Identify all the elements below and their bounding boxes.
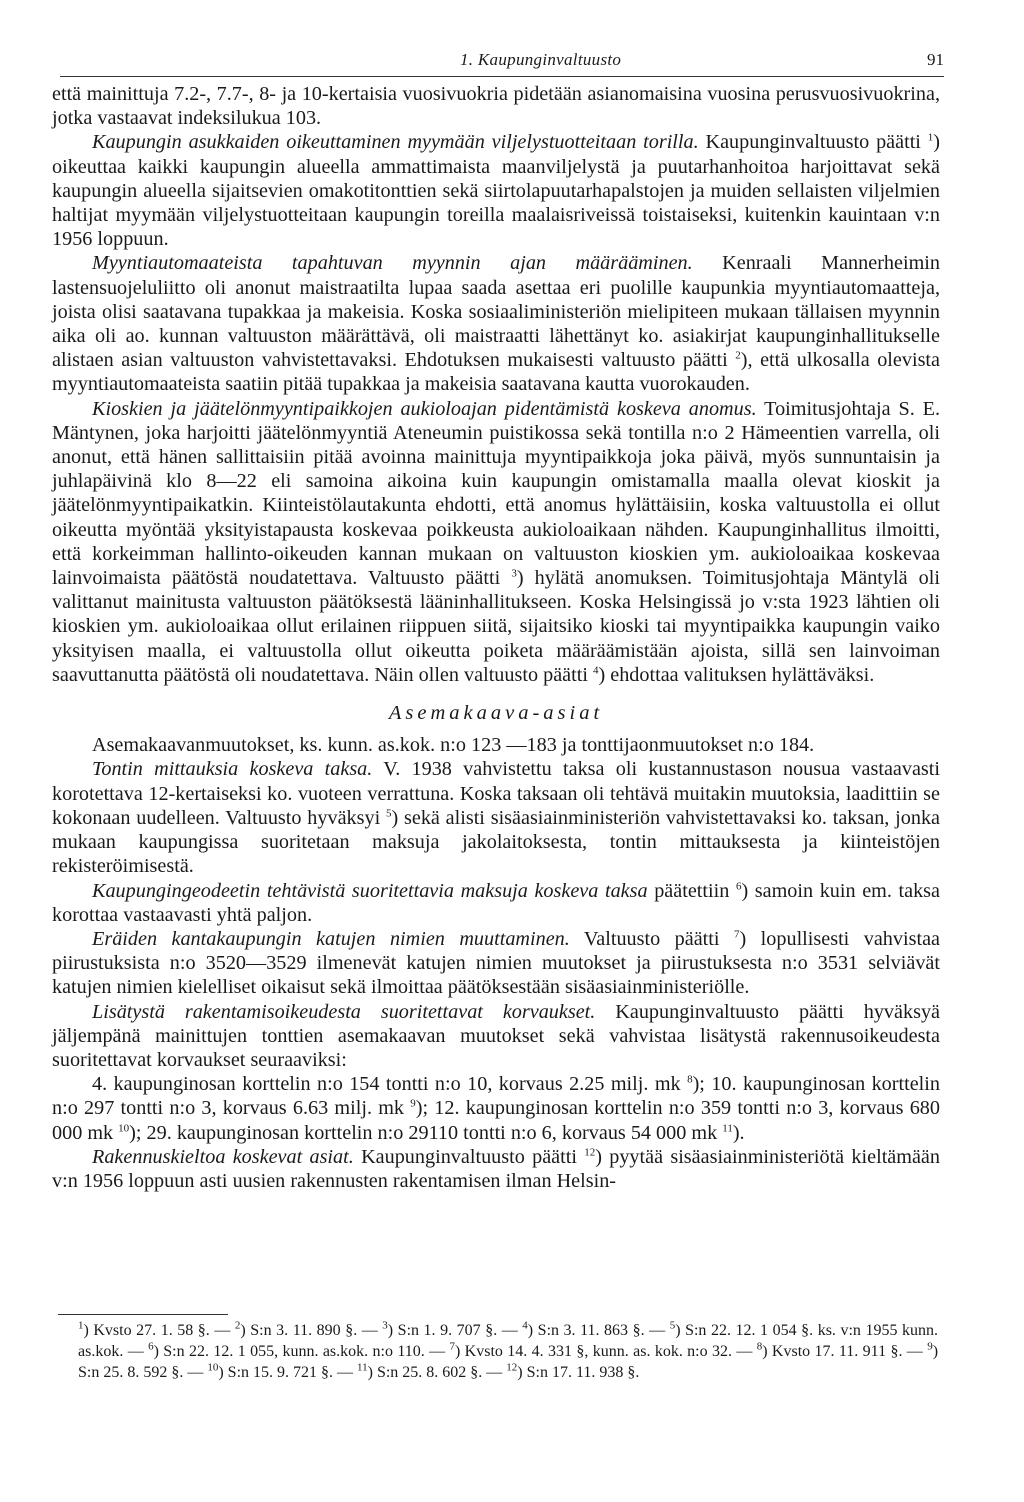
text-run: Kaupunginvaltuusto päätti — [353, 1145, 585, 1168]
footnote-ref: 9 — [927, 1340, 933, 1353]
text-run: ) pyytää sisäasiainministeriötä kieltämään v:n 1956 loppuun asti uusien rakennusten rakentamisen ilman Helsin- — [52, 1145, 940, 1192]
paragraph — [52, 1000, 940, 1073]
footnote-ref: 8 — [756, 1340, 763, 1353]
footnote-ref: 1 — [927, 131, 934, 144]
paragraph — [52, 251, 940, 396]
text-run: ) S:n 25. 8. 602 §. — — [367, 1364, 507, 1381]
topic-heading: Eräiden kantakaupungin katujen nimien muuttaminen. — [92, 927, 570, 950]
text-run: Kaupunginvaltuusto päätti hyväksyä jäljempänä mainittujen tonttien asemakaavan muutokset sekä vahvistaa lisätystä rakennusoikeudesta suoritettavat korvaukset seuraaviksi: — [52, 1000, 940, 1071]
footnote-ref: 4 — [522, 1319, 528, 1332]
text-run: Asemakaavanmuutokset, ks. kunn. as.kok. n:o 123 —183 ja tonttijaonmuutokset n:o 184. — [92, 734, 815, 757]
text-run: V. 1938 vahvistettu taksa oli kustannustason nousua vastaavasti korotettava 12-kertaiseksi ko. vuoteen verrattuna. Koska taksaan oli tehtävä muitakin muutoksia, laadittiin se kokonaan uudelleen. Valtuusto hyväksyi — [52, 758, 940, 829]
text-run: ); 29. kaupunginosan korttelin n:o 29110 tontti n:o 6, korvaus 54 000 mk — [129, 1121, 723, 1144]
text-run: ) sekä alisti sisäasiainministeriön vahvistettavaksi ko. taksan, jonka mukaan kaupungissa suoritetaan maksuja jakolaitoksesta, tontin mittauksesta ja kiinteistöjen rekisteröimisestä. — [52, 806, 940, 878]
footnote-ref: 6 — [735, 879, 742, 892]
text-run: Kaupunginvaltuusto päätti — [698, 131, 928, 154]
text-run: ); 10. kaupunginosan korttelin n:o 297 tontti n:o 3, korvaus 6.63 milj. mk — [52, 1073, 940, 1120]
footnote-ref: 10 — [118, 1121, 130, 1134]
running-header — [60, 48, 944, 78]
footnote-ref: 2 — [234, 1319, 241, 1332]
section-heading: Asemakaava-asiat — [388, 702, 604, 725]
text-run: ), että ulkosalla olevista myyntiautomaateista saatiin pitää tupakkaa ja makeisia saatavana kautta vuorokauden. — [52, 349, 940, 396]
footnote-ref: 3 — [511, 567, 517, 580]
paragraph — [52, 733, 940, 757]
text-run: ). — [732, 1121, 745, 1144]
text-run: ) S:n 22. 12. 1 055, kunn. as.kok. n:o 110. — — [153, 1343, 450, 1360]
header-rule — [60, 76, 944, 77]
footnote-ref: 2 — [735, 349, 741, 362]
text-run: ) S:n 15. 9. 721 §. — — [218, 1364, 358, 1381]
text-run: Toimitusjohtaja S. E. Mäntynen, joka harjoitti jäätelönmyyntiä Ateneumin puistikossa sekä tontilla n:o 2 Hämeentien varrella, oli anonut, että hänen sallittaisiin pitää avoinna mainittuja myyntipaikkoja joka päivä, myös sunnuntaisin ja juhlapäivinä klo 8—22 eli samoina aikoina kuin kaupungin omistamalla maalla olevat kioskit ja jäätelönmyyntipaikatkin. Kiinteistölautakunta ehdotti, että anomus hylättäisiin, koska valtuustolla ei ollut oikeutta myöntää yksityistapausta koskevaa poikkeusta aukioloaikaan nähden. Kaupunginhallitus ilmoitti, että korkeimman hallinto-oikeuden kannan mukaan on valtuuston kioskien ym. aukioloaikaa koskevaa lainvoimaista päätöstä noudatettava. Valtuusto päätti — [52, 397, 941, 590]
text-run: Kenraali Mannerheimin lastensuojeluliitto oli anonut maistraatilta lupaa saada asettaa eri puolille kaupunkia myyntiautomaatteja, joista olisi saatavana tupakkaa ja makeisia. Koska sosiaaliministeriön mielipiteen mukaan tällaisen myynnin aika oli ao. kunnan valtuuston määrättävä, oli maistraatti lähettänyt ko. asiakirjat kaupunginhallitukselle alistaen asian valtuuston vahvistettavaksi. Ehdotuksen mukaisesti valtuusto päätti — [52, 252, 940, 372]
footnote-ref: 9 — [410, 1097, 416, 1110]
text-run: ) lopullisesti vahvistaa piirustuksista n:o 3520—3529 ilmenevät katujen nimien muutokset ja piirustuksesta n:o 3531 selviävät katujen nimien kielelliset oikaisut sekä ilmoittaa päätöksestään sisäasiainministeriölle. — [52, 927, 940, 999]
footnote-ref: 4 — [592, 664, 599, 677]
page-number: 91 — [927, 50, 944, 69]
text-run: ) Kvsto 17. 11. 911 §. — — [762, 1343, 928, 1360]
text-run: ) hylätä anomuksen. Toimitusjohtaja Mäntylä oli valittanut mainitusta valtuuston päätöksestä lääninhallitukseen. Koska Helsingissä jo v:sta 1923 lähtien oli kioskien ym. aukioloaikaa ollut erilainen riippuen siitä, sijaitsiko kioski tai myyntipaikka kaupungin vaiko yksityisen maalla, ei valtuustolla ollut oikeutta poiketa määräämistään ajoista, sillä sen lainvoiman saavuttanutta päätöstä oli noudatettava. Näin ollen valtuusto päätti — [52, 567, 940, 686]
footnote-ref: 6 — [148, 1340, 154, 1353]
text-run: päätettiin — [647, 879, 736, 902]
footnote-rule — [58, 1314, 228, 1315]
footnote-ref: 12 — [584, 1146, 596, 1158]
footnote-ref: 11 — [357, 1361, 368, 1374]
text-run: ) ehdottaa valituksen hylättäväksi. — [598, 663, 875, 686]
footnote-ref: 11 — [722, 1121, 733, 1134]
text-run: ) S:n 3. 11. 863 §. — — [527, 1322, 670, 1339]
paragraph — [52, 927, 940, 1000]
text-run: ) S:n 3. 11. 890 §. — — [240, 1322, 383, 1339]
paragraph — [52, 82, 940, 130]
text-run: ) oikeuttaa kaikki kaupungin alueella ammattimaista maanviljelystä ja puutarhanhoitoa harjoittavat sekä kaupungin alueella sijaitsevien omakotitonttien sekä siirtolapuutarhapalstojen ja muiden sellaisten viljelmien haltijat myymään viljelystuotteitaan kaupungin toreilla maalaisriveissä toistaiseksi, kuitenkin kauintaan v:n 1956 loppuun. — [52, 131, 940, 251]
text-run: ) Kvsto 27. 1. 58 §. — — [83, 1322, 235, 1339]
footnotes — [78, 1320, 938, 1383]
text-run: ) S:n 17. 11. 938 §. — [517, 1364, 640, 1381]
footnote-ref: 5 — [669, 1319, 676, 1332]
topic-heading: Rakennuskieltoa koskevat asiat. — [92, 1145, 354, 1168]
paragraph — [52, 757, 940, 878]
text-run: ) samoin kuin em. taksa korottaa vastaavasti yhtä paljon. — [52, 879, 940, 926]
text-run: että mainittuja 7.2-, 7.7-, 8- ja 10-kertaisia vuosivuokria pidetään asianomaisina vuosina perusvuosivuokrina, jotka vastaavat indeksilukua 103. — [52, 83, 940, 130]
body-text — [52, 82, 940, 1193]
text-run: ) S:n 1. 9. 707 §. — — [387, 1322, 523, 1339]
paragraph — [52, 130, 940, 251]
text-run: ) S:n 25. 8. 592 §. — — [78, 1343, 939, 1381]
text-run: ) S:n 22. 12. 1 054 §. ks. v:n 1955 kunn. as.kok. — — [78, 1322, 939, 1360]
paragraph — [52, 879, 940, 927]
topic-heading: Myyntiautomaateista tapahtuvan myynnin ajan määrääminen. — [92, 252, 693, 275]
footnote-ref: 8 — [687, 1073, 693, 1086]
text-run: 4. kaupunginosan korttelin n:o 154 tontti n:o 10, korvaus 2.25 milj. mk — [92, 1073, 688, 1096]
paragraph — [52, 1072, 940, 1145]
footnote-ref: 1 — [78, 1319, 84, 1332]
footnote-ref: 10 — [207, 1361, 219, 1374]
footnote-ref: 12 — [506, 1361, 518, 1374]
paragraph — [52, 397, 940, 687]
topic-heading: Kaupungingeodeetin tehtävistä suoritettavia maksuja koskeva taksa — [92, 879, 648, 902]
paragraph — [52, 1145, 940, 1193]
running-title: 1. Kaupunginvaltuusto — [460, 50, 622, 69]
footnote-ref: 3 — [382, 1319, 388, 1332]
text-run: Valtuusto päätti — [569, 927, 734, 950]
topic-heading: Kioskien ja jäätelönmyyntipaikkojen aukioloajan pidentämistä koskeva anomus. — [92, 397, 757, 420]
footnote-ref: 7 — [449, 1340, 455, 1353]
footnote-ref: 7 — [733, 928, 740, 941]
footnote-ref: 5 — [385, 807, 392, 820]
topic-heading: Lisätystä rakentamisoikeudesta suoritettavat korvaukset. — [92, 1000, 596, 1023]
text-run: ); 12. kaupunginosan korttelin n:o 359 tontti n:o 3, korvaus 680 000 mk — [52, 1097, 940, 1144]
topic-heading: Tontin mittauksia koskeva taksa. — [92, 758, 373, 781]
text-run: ) Kvsto 14. 4. 331 §, kunn. as. kok. n:o 32. — — [454, 1343, 757, 1360]
topic-heading: Kaupungin asukkaiden oikeuttaminen myymään viljelystuotteitaan torilla. — [92, 131, 699, 154]
